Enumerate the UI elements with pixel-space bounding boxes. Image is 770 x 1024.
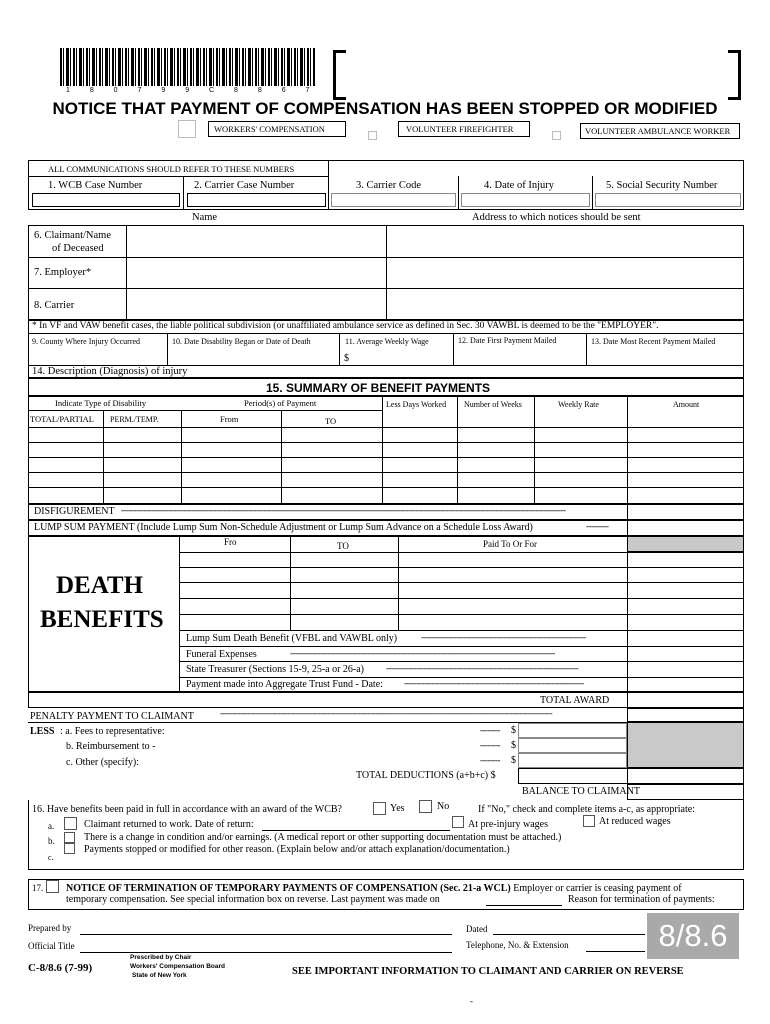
total-partial-header: TOTAL/PARTIAL [30,414,94,424]
reimbursement-dollar: $ [511,740,516,751]
q16-yes-checkbox[interactable] [373,802,386,815]
workers-comp-checkbox[interactable] [178,120,196,138]
q17-line1-rest: Employer or carrier is ceasing payment of [510,883,682,894]
form-number: C-8/8.6 (7-99) [28,962,93,974]
less-label: LESS [30,726,55,737]
prescribed-line2: Workers' Compensation Board [130,963,225,970]
fees-input[interactable] [518,723,627,738]
date-of-injury-input[interactable] [461,193,590,207]
q16-if-no: If "No," check and complete items a-c, as appropriate: [478,804,695,815]
balance-input[interactable] [627,784,744,800]
total-deductions-input[interactable] [518,768,744,784]
summary-title: 15. SUMMARY OF BENEFIT PAYMENTS [266,381,491,395]
death-amount-header-shade [627,536,744,552]
return-date-line[interactable] [262,830,450,831]
employer-label: 7. Employer* [34,267,92,278]
claimant-name-input[interactable] [127,226,385,256]
other-deduction-label: c. Other (specify): [66,757,140,768]
q17-number: 17. [32,883,44,893]
first-payment-label: 12. Date First Payment Mailed [458,336,557,345]
stamp-badge: 8/8.6 [647,913,739,959]
state-treasurer-label: State Treasurer (Sections 15-9, 25-a or 26-a) [186,664,365,675]
wcb-case-input[interactable] [32,193,180,207]
amount-header: Amount [673,400,700,409]
funeral-label: Funeral Expenses [186,649,257,660]
reverse-notice: SEE IMPORTANT INFORMATION TO CLAIMANT AND CARRIER ON REVERSE [292,966,684,977]
claimant-address-input[interactable] [387,226,743,256]
balance-label: BALANCE TO CLAIMANT [522,786,640,797]
pre-injury-label: At pre-injury wages [468,819,548,830]
carrier-address-input[interactable] [387,289,743,319]
volunteer-firefighter-checkbox[interactable] [368,131,377,140]
wcb-case-label: 1. WCB Case Number [48,180,143,191]
disfigurement-label: DISFIGUREMENT [34,506,115,517]
ssn-label: 5. Social Security Number [606,180,718,191]
wage-dollar-sign: $ [344,353,349,364]
volunteer-ambulance-checkbox[interactable] [552,131,561,140]
recent-payment-label: 13. Date Most Recent Payment Mailed [591,337,716,346]
periods-header: Period(s) of Payment [244,398,317,408]
injury-description-label: 14. Description (Diagnosis) of injury [32,366,188,377]
other-input[interactable] [518,753,627,768]
q17-bold-text: NOTICE OF TERMINATION OF TEMPORARY PAYMENTS OF COMPENSATION (Sec. 21-a WCL) [66,883,511,894]
indicate-type-header: Indicate Type of Disability [55,398,147,408]
barcode [60,48,315,86]
claimant-label-line2: of Deceased [52,243,104,254]
carrier-name-input[interactable] [127,289,385,319]
barcode-digits: 1 8 0 7 9 9 C 8 8 6 7 [66,87,319,94]
q16-c-text: Payments stopped or modified for other reason. (Explain below and/or attach explanation/documentation.) [84,844,510,855]
vf-footnote: * In VF and VAW benefit cases, the liable political subdivision (or unaffiliated ambulance service as defined in Sec. 30 VAWBL is deemed to be the "EMPLOYER". [32,321,659,331]
reimbursement-input[interactable] [518,738,627,753]
total-deductions-label: TOTAL DEDUCTIONS (a+b+c) $ [356,770,496,781]
q16-a-checkbox[interactable] [64,817,77,830]
telephone-line[interactable] [586,951,645,952]
q16-no-checkbox[interactable] [419,800,432,813]
weekly-rate-header: Weekly Rate [558,400,599,409]
reduced-wages-checkbox[interactable] [583,815,595,827]
disability-date-label: 10. Date Disability Began or Date of Death [172,337,311,346]
workers-comp-label: WORKERS' COMPENSATION [214,124,325,134]
q16-yes-label: Yes [390,803,405,814]
county-label: 9. County Where Injury Occurred [32,337,141,346]
carrier-code-label: 3. Carrier Code [356,180,422,191]
right-bracket [728,50,741,100]
q16-a-text: Claimant returned to work. Date of return: [84,819,254,830]
q16-b-letter: b. [48,836,55,846]
total-award-input[interactable] [628,693,743,707]
death-title: DEATH [56,572,144,599]
date-of-injury-label: 4. Date of Injury [484,180,554,191]
q17-line1 [66,883,682,894]
reduced-wages-label: At reduced wages [599,816,671,827]
fees-dollar: $ [511,725,516,736]
lump-sum-label: LUMP SUM PAYMENT (Include Lump Sum Non-Schedule Adjustment or Lump Sum Advance on a Schedule Loss Award) [34,522,533,533]
employer-name-input[interactable] [127,258,385,287]
q16-b-checkbox[interactable] [64,832,75,843]
q16-question: 16. Have benefits been paid in full in accordance with an award of the WCB? [32,804,342,815]
carrier-label: 8. Carrier [34,300,75,311]
q16-b-text: There is a change in condition and/or earnings. (A medical report or other supporting documentation must be attached.) [84,832,562,843]
id-banner: ALL COMMUNICATIONS SHOULD REFER TO THESE NUMBERS [48,164,295,174]
last-payment-date-line[interactable] [486,905,562,906]
q17-line2: temporary compensation. See special information box on reverse. Last payment was made on [66,894,440,905]
prescribed-line1: Prescribed by Chair [130,954,192,961]
death-to-header: TO [337,541,349,551]
less-days-header: Less Days Worked [386,400,447,409]
paid-to-header: Paid To Or For [483,539,537,549]
ambulance-label: VOLUNTEER AMBULANCE WORKER [585,126,731,136]
q16-c-letter: c. [48,853,54,862]
penalty-amount-input[interactable] [627,708,744,722]
prepared-by-line[interactable] [80,934,452,935]
num-weeks-header: Number of Weeks [464,400,522,409]
firefighter-label: VOLUNTEER FIREFIGHTER [406,124,514,134]
claimant-label: 6. Claimant/Name [34,230,111,241]
prepared-by-label: Prepared by [28,923,72,933]
employer-address-input[interactable] [387,258,743,287]
to-header: TO [325,416,337,426]
ssn-input[interactable] [595,193,741,207]
form-title: NOTICE THAT PAYMENT OF COMPENSATION HAS BEEN STOPPED OR MODIFIED [52,99,718,118]
left-bracket [333,50,346,100]
pre-injury-checkbox[interactable] [452,816,464,828]
official-title-label: Official Title [28,941,75,951]
q16-c-checkbox[interactable] [64,843,75,854]
other-dollar: $ [511,755,516,766]
death-from-header: Fro [224,537,237,547]
dated-label: Dated [466,924,488,934]
deductions-shaded-area [627,722,744,768]
q16-no-label: No [437,801,450,812]
aggregate-fund-label: Payment made into Aggregate Trust Fund - Date: [186,679,383,690]
q17-checkbox[interactable] [46,880,59,893]
reimbursement-label: b. Reimbursement to - [66,741,156,752]
total-award-label: TOTAL AWARD [540,695,610,706]
dated-line[interactable] [493,934,645,935]
perm-temp-header: PERM./TEMP. [110,415,159,424]
page-mark: - [470,996,473,1006]
benefits-title: BENEFITS [40,606,164,633]
from-header: From [220,414,239,424]
address-column-header: Address to which notices should be sent [472,212,641,223]
q17-reason: Reason for termination of payments: [568,894,715,905]
lump-sum-death-label: Lump Sum Death Benefit (VFBL and VAWBL only) [186,633,398,644]
prescribed-line3: State of New York [132,972,187,979]
name-column-header: Name [192,212,218,223]
carrier-case-label: 2. Carrier Case Number [194,180,295,191]
q16-a-letter: a. [48,821,55,831]
carrier-code-input[interactable] [331,193,456,207]
official-title-line[interactable] [80,952,452,953]
telephone-label: Telephone, No. & Extension [466,940,569,950]
carrier-case-input[interactable] [187,193,326,207]
avg-weekly-wage-label: 11. Average Weekly Wage [345,337,429,346]
penalty-label: PENALTY PAYMENT TO CLAIMANT [30,711,194,722]
fees-label: : a. Fees to representative: [60,726,165,737]
